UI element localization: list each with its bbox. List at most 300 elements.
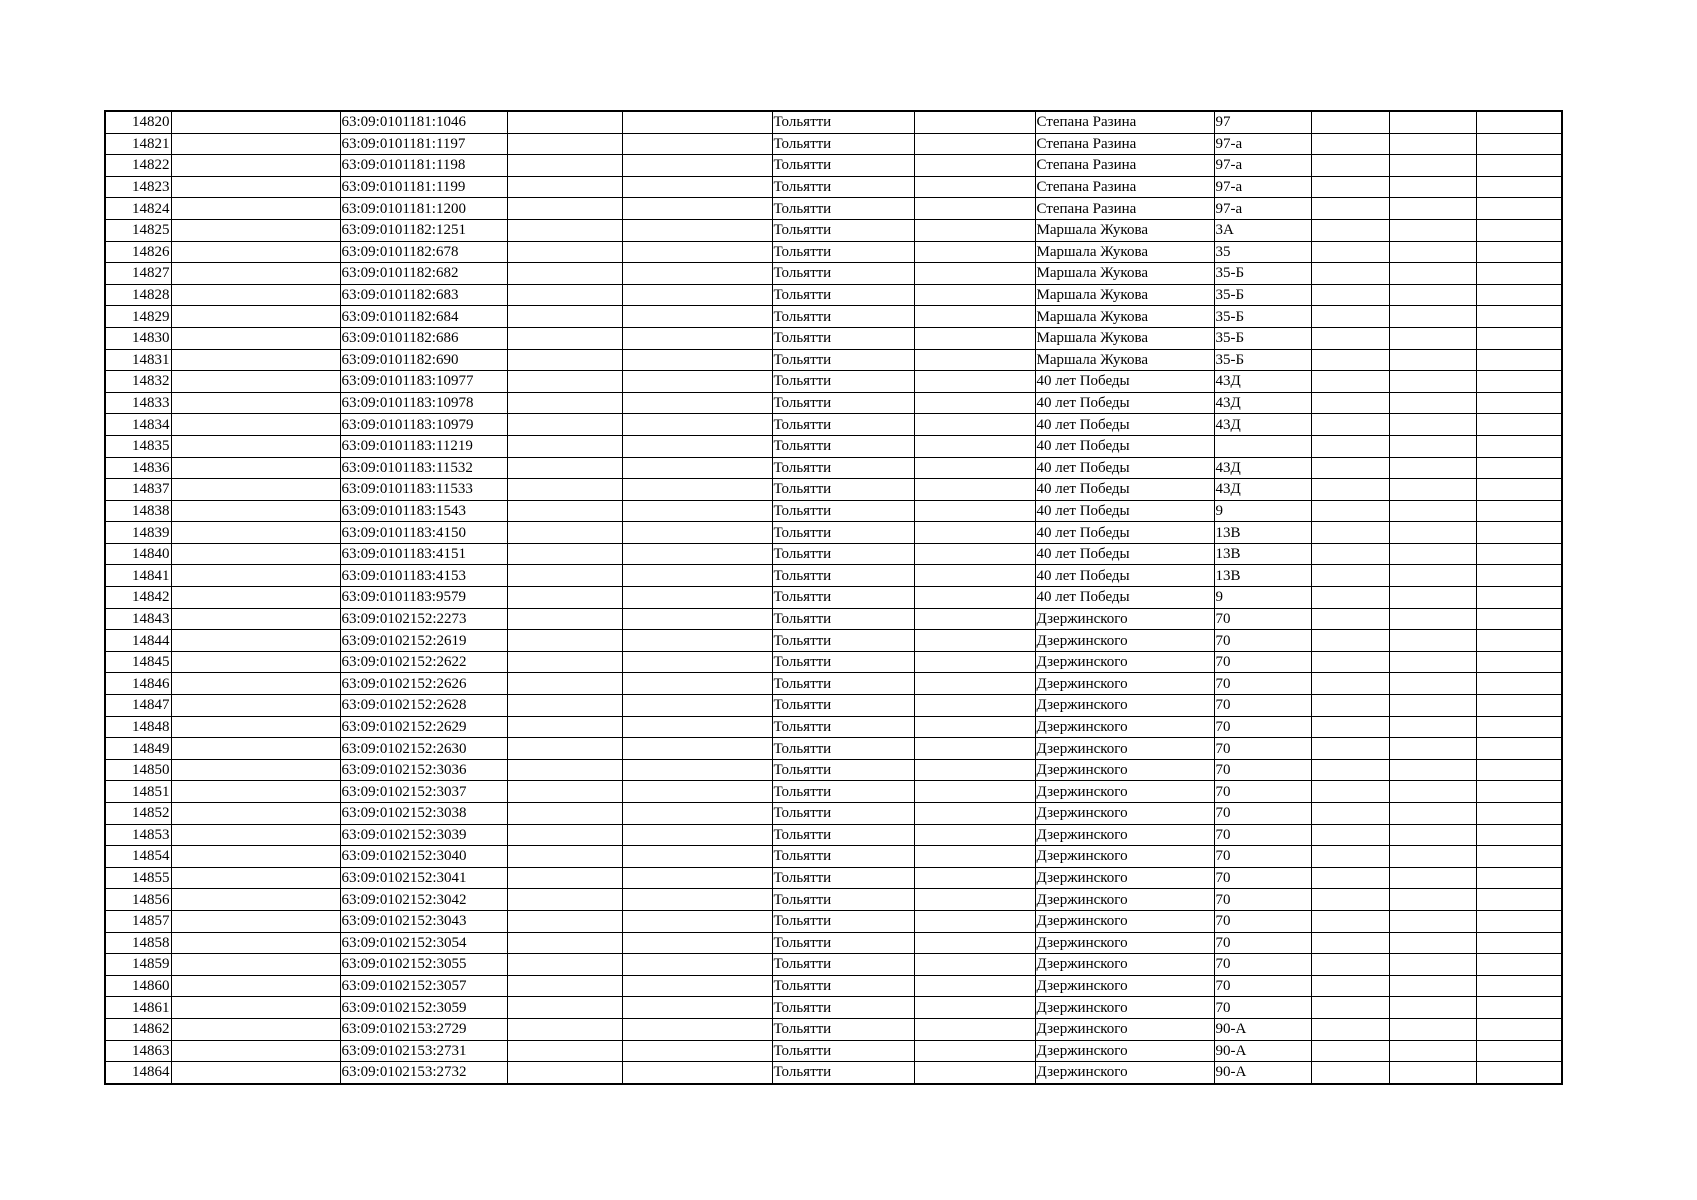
house-number-cell: 70 <box>1214 954 1311 976</box>
table-row <box>105 306 1562 328</box>
col-12-cell <box>1476 1040 1562 1062</box>
col-4-cell <box>507 522 622 544</box>
col-12-cell <box>1476 716 1562 738</box>
col-11-cell <box>1389 219 1476 241</box>
col-2-cell <box>171 349 340 371</box>
house-number-cell: 43Д <box>1214 392 1311 414</box>
cadastral-number-cell: 63:09:0101183:4151 <box>340 543 507 565</box>
col-7-cell <box>914 759 1035 781</box>
city-cell: Тольятти <box>772 1062 914 1084</box>
col-7-cell <box>914 1018 1035 1040</box>
col-10-cell <box>1311 284 1389 306</box>
col-5-cell <box>622 522 772 544</box>
table-row <box>105 673 1562 695</box>
col-11-cell <box>1389 1018 1476 1040</box>
col-10-cell <box>1311 263 1389 285</box>
city-cell: Тольятти <box>772 263 914 285</box>
col-4-cell <box>507 414 622 436</box>
table-row <box>105 176 1562 198</box>
col-12-cell <box>1476 695 1562 717</box>
street-cell: Дзержинского <box>1035 738 1214 760</box>
cadastral-number-cell: 63:09:0101182:690 <box>340 349 507 371</box>
col-11-cell <box>1389 910 1476 932</box>
cadastral-number-cell: 63:09:0101183:4153 <box>340 565 507 587</box>
city-cell: Тольятти <box>772 457 914 479</box>
row-number-cell: 14858 <box>105 932 171 954</box>
table-row <box>105 651 1562 673</box>
col-11-cell <box>1389 349 1476 371</box>
col-10-cell <box>1311 846 1389 868</box>
cadastral-number-cell: 63:09:0102153:2731 <box>340 1040 507 1062</box>
col-10-cell <box>1311 608 1389 630</box>
house-number-cell: 70 <box>1214 846 1311 868</box>
col-10-cell <box>1311 349 1389 371</box>
cadastral-number-cell: 63:09:0102153:2732 <box>340 1062 507 1084</box>
col-11-cell <box>1389 263 1476 285</box>
col-10-cell <box>1311 176 1389 198</box>
col-10-cell <box>1311 673 1389 695</box>
house-number-cell: 70 <box>1214 738 1311 760</box>
table-row <box>105 155 1562 177</box>
col-10-cell <box>1311 219 1389 241</box>
col-4-cell <box>507 263 622 285</box>
col-4-cell <box>507 738 622 760</box>
col-4-cell <box>507 695 622 717</box>
table-body <box>105 111 1562 1084</box>
col-2-cell <box>171 241 340 263</box>
col-10-cell <box>1311 155 1389 177</box>
city-cell: Тольятти <box>772 371 914 393</box>
cadastral-number-cell: 63:09:0102152:3039 <box>340 824 507 846</box>
house-number-cell: 97-а <box>1214 155 1311 177</box>
col-7-cell <box>914 565 1035 587</box>
col-5-cell <box>622 479 772 501</box>
col-2-cell <box>171 543 340 565</box>
col-7-cell <box>914 111 1035 133</box>
table-row <box>105 263 1562 285</box>
col-4-cell <box>507 349 622 371</box>
house-number-cell <box>1214 435 1311 457</box>
city-cell: Тольятти <box>772 954 914 976</box>
house-number-cell: 43Д <box>1214 479 1311 501</box>
col-11-cell <box>1389 392 1476 414</box>
col-4-cell <box>507 630 622 652</box>
col-2-cell <box>171 608 340 630</box>
street-cell: 40 лет Победы <box>1035 500 1214 522</box>
col-7-cell <box>914 846 1035 868</box>
col-7-cell <box>914 738 1035 760</box>
col-10-cell <box>1311 867 1389 889</box>
house-number-cell: 70 <box>1214 867 1311 889</box>
col-5-cell <box>622 867 772 889</box>
col-12-cell <box>1476 500 1562 522</box>
street-cell: Дзержинского <box>1035 867 1214 889</box>
table-row <box>105 371 1562 393</box>
col-2-cell <box>171 738 340 760</box>
col-4-cell <box>507 479 622 501</box>
street-cell: Дзержинского <box>1035 651 1214 673</box>
street-cell: 40 лет Победы <box>1035 479 1214 501</box>
house-number-cell: 90-А <box>1214 1062 1311 1084</box>
col-5-cell <box>622 284 772 306</box>
street-cell: Дзержинского <box>1035 1040 1214 1062</box>
row-number-cell: 14835 <box>105 435 171 457</box>
cadastral-number-cell: 63:09:0101183:10979 <box>340 414 507 436</box>
row-number-cell: 14830 <box>105 327 171 349</box>
col-4-cell <box>507 932 622 954</box>
table-row <box>105 219 1562 241</box>
col-11-cell <box>1389 371 1476 393</box>
row-number-cell: 14826 <box>105 241 171 263</box>
col-10-cell <box>1311 975 1389 997</box>
cadastral-number-cell: 63:09:0101183:10977 <box>340 371 507 393</box>
col-12-cell <box>1476 263 1562 285</box>
house-number-cell: 70 <box>1214 932 1311 954</box>
col-11-cell <box>1389 198 1476 220</box>
house-number-cell: 35-Б <box>1214 284 1311 306</box>
col-12-cell <box>1476 997 1562 1019</box>
city-cell: Тольятти <box>772 738 914 760</box>
col-4-cell <box>507 954 622 976</box>
city-cell: Тольятти <box>772 824 914 846</box>
table-row <box>105 759 1562 781</box>
col-12-cell <box>1476 781 1562 803</box>
col-10-cell <box>1311 932 1389 954</box>
cadastral-number-cell: 63:09:0101183:9579 <box>340 587 507 609</box>
house-number-cell: 35 <box>1214 241 1311 263</box>
col-5-cell <box>622 306 772 328</box>
col-10-cell <box>1311 327 1389 349</box>
col-11-cell <box>1389 997 1476 1019</box>
col-10-cell <box>1311 759 1389 781</box>
col-2-cell <box>171 457 340 479</box>
col-5-cell <box>622 457 772 479</box>
street-cell: Степана Разина <box>1035 155 1214 177</box>
col-2-cell <box>171 975 340 997</box>
col-7-cell <box>914 457 1035 479</box>
col-7-cell <box>914 695 1035 717</box>
col-12-cell <box>1476 543 1562 565</box>
table-row <box>105 565 1562 587</box>
street-cell: 40 лет Победы <box>1035 565 1214 587</box>
row-number-cell: 14850 <box>105 759 171 781</box>
col-11-cell <box>1389 1062 1476 1084</box>
street-cell: Дзержинского <box>1035 954 1214 976</box>
col-7-cell <box>914 479 1035 501</box>
cadastral-number-cell: 63:09:0101181:1200 <box>340 198 507 220</box>
table-row <box>105 738 1562 760</box>
row-number-cell: 14856 <box>105 889 171 911</box>
col-12-cell <box>1476 306 1562 328</box>
col-5-cell <box>622 1062 772 1084</box>
cadastral-number-cell: 63:09:0102152:3037 <box>340 781 507 803</box>
city-cell: Тольятти <box>772 716 914 738</box>
table-row <box>105 133 1562 155</box>
row-number-cell: 14824 <box>105 198 171 220</box>
row-number-cell: 14854 <box>105 846 171 868</box>
row-number-cell: 14851 <box>105 781 171 803</box>
col-7-cell <box>914 1062 1035 1084</box>
row-number-cell: 14846 <box>105 673 171 695</box>
city-cell: Тольятти <box>772 241 914 263</box>
cadastral-number-cell: 63:09:0101182:678 <box>340 241 507 263</box>
col-11-cell <box>1389 738 1476 760</box>
table-row <box>105 824 1562 846</box>
col-12-cell <box>1476 565 1562 587</box>
col-11-cell <box>1389 284 1476 306</box>
col-10-cell <box>1311 997 1389 1019</box>
col-12-cell <box>1476 738 1562 760</box>
col-7-cell <box>914 306 1035 328</box>
city-cell: Тольятти <box>772 630 914 652</box>
col-2-cell <box>171 651 340 673</box>
row-number-cell: 14823 <box>105 176 171 198</box>
house-number-cell: 70 <box>1214 695 1311 717</box>
street-cell: Дзержинского <box>1035 975 1214 997</box>
col-5-cell <box>622 889 772 911</box>
street-cell: Степана Разина <box>1035 198 1214 220</box>
cadastral-number-cell: 63:09:0102152:3041 <box>340 867 507 889</box>
col-5-cell <box>622 803 772 825</box>
row-number-cell: 14843 <box>105 608 171 630</box>
house-number-cell: 97-а <box>1214 133 1311 155</box>
col-2-cell <box>171 111 340 133</box>
table-row <box>105 716 1562 738</box>
house-number-cell: 35-Б <box>1214 349 1311 371</box>
street-cell: Маршала Жукова <box>1035 327 1214 349</box>
col-11-cell <box>1389 587 1476 609</box>
row-number-cell: 14833 <box>105 392 171 414</box>
row-number-cell: 14848 <box>105 716 171 738</box>
col-7-cell <box>914 133 1035 155</box>
col-11-cell <box>1389 176 1476 198</box>
col-7-cell <box>914 997 1035 1019</box>
city-cell: Тольятти <box>772 695 914 717</box>
table-row <box>105 392 1562 414</box>
house-number-cell: 70 <box>1214 824 1311 846</box>
street-cell: Маршала Жукова <box>1035 349 1214 371</box>
cadastral-number-cell: 63:09:0101183:11532 <box>340 457 507 479</box>
table-row <box>105 1040 1562 1062</box>
col-2-cell <box>171 500 340 522</box>
col-4-cell <box>507 673 622 695</box>
col-2-cell <box>171 392 340 414</box>
col-4-cell <box>507 846 622 868</box>
col-12-cell <box>1476 587 1562 609</box>
col-2-cell <box>171 565 340 587</box>
table-row <box>105 846 1562 868</box>
street-cell: Дзержинского <box>1035 781 1214 803</box>
cadastral-number-cell: 63:09:0102152:3054 <box>340 932 507 954</box>
col-11-cell <box>1389 695 1476 717</box>
col-10-cell <box>1311 630 1389 652</box>
city-cell: Тольятти <box>772 155 914 177</box>
row-number-cell: 14847 <box>105 695 171 717</box>
col-2-cell <box>171 219 340 241</box>
table-row <box>105 241 1562 263</box>
table-row <box>105 889 1562 911</box>
col-10-cell <box>1311 889 1389 911</box>
row-number-cell: 14855 <box>105 867 171 889</box>
col-12-cell <box>1476 327 1562 349</box>
col-5-cell <box>622 543 772 565</box>
col-11-cell <box>1389 327 1476 349</box>
col-7-cell <box>914 176 1035 198</box>
street-cell: 40 лет Победы <box>1035 543 1214 565</box>
col-11-cell <box>1389 824 1476 846</box>
street-cell: Степана Разина <box>1035 133 1214 155</box>
city-cell: Тольятти <box>772 587 914 609</box>
table-row <box>105 500 1562 522</box>
col-11-cell <box>1389 414 1476 436</box>
table-row <box>105 781 1562 803</box>
col-5-cell <box>622 392 772 414</box>
table-row <box>105 198 1562 220</box>
col-5-cell <box>622 997 772 1019</box>
col-5-cell <box>622 565 772 587</box>
col-4-cell <box>507 910 622 932</box>
land-plots-table <box>104 110 1563 1085</box>
col-12-cell <box>1476 608 1562 630</box>
col-4-cell <box>507 565 622 587</box>
col-5-cell <box>622 327 772 349</box>
street-cell: 40 лет Победы <box>1035 522 1214 544</box>
col-11-cell <box>1389 759 1476 781</box>
house-number-cell: 90-А <box>1214 1018 1311 1040</box>
col-11-cell <box>1389 954 1476 976</box>
house-number-cell: 70 <box>1214 673 1311 695</box>
col-10-cell <box>1311 695 1389 717</box>
col-11-cell <box>1389 781 1476 803</box>
house-number-cell: 13В <box>1214 522 1311 544</box>
col-4-cell <box>507 608 622 630</box>
col-12-cell <box>1476 435 1562 457</box>
col-2-cell <box>171 414 340 436</box>
col-5-cell <box>622 133 772 155</box>
row-number-cell: 14828 <box>105 284 171 306</box>
city-cell: Тольятти <box>772 651 914 673</box>
house-number-cell: 70 <box>1214 803 1311 825</box>
street-cell: 40 лет Победы <box>1035 414 1214 436</box>
col-12-cell <box>1476 457 1562 479</box>
street-cell: Маршала Жукова <box>1035 263 1214 285</box>
col-5-cell <box>622 759 772 781</box>
house-number-cell: 70 <box>1214 716 1311 738</box>
cadastral-number-cell: 63:09:0101182:682 <box>340 263 507 285</box>
col-12-cell <box>1476 910 1562 932</box>
col-7-cell <box>914 522 1035 544</box>
col-2-cell <box>171 759 340 781</box>
table-row <box>105 587 1562 609</box>
table-row <box>105 414 1562 436</box>
col-10-cell <box>1311 241 1389 263</box>
col-5-cell <box>622 975 772 997</box>
col-7-cell <box>914 327 1035 349</box>
cadastral-number-cell: 63:09:0102152:2273 <box>340 608 507 630</box>
col-5-cell <box>622 846 772 868</box>
street-cell: Дзержинского <box>1035 1018 1214 1040</box>
col-12-cell <box>1476 673 1562 695</box>
street-cell: Степана Разина <box>1035 176 1214 198</box>
street-cell: 40 лет Победы <box>1035 587 1214 609</box>
col-2-cell <box>171 781 340 803</box>
col-10-cell <box>1311 910 1389 932</box>
col-12-cell <box>1476 198 1562 220</box>
col-11-cell <box>1389 306 1476 328</box>
col-5-cell <box>622 824 772 846</box>
col-7-cell <box>914 155 1035 177</box>
col-7-cell <box>914 932 1035 954</box>
col-7-cell <box>914 349 1035 371</box>
table-row <box>105 608 1562 630</box>
col-4-cell <box>507 889 622 911</box>
col-12-cell <box>1476 133 1562 155</box>
col-4-cell <box>507 392 622 414</box>
row-number-cell: 14821 <box>105 133 171 155</box>
col-12-cell <box>1476 954 1562 976</box>
street-cell: Дзержинского <box>1035 824 1214 846</box>
city-cell: Тольятти <box>772 1040 914 1062</box>
col-10-cell <box>1311 479 1389 501</box>
cadastral-number-cell: 63:09:0102152:2626 <box>340 673 507 695</box>
col-4-cell <box>507 371 622 393</box>
table-row <box>105 457 1562 479</box>
col-4-cell <box>507 651 622 673</box>
col-5-cell <box>622 716 772 738</box>
house-number-cell: 9 <box>1214 500 1311 522</box>
street-cell: Дзержинского <box>1035 673 1214 695</box>
cadastral-number-cell: 63:09:0102153:2729 <box>340 1018 507 1040</box>
col-10-cell <box>1311 565 1389 587</box>
col-12-cell <box>1476 522 1562 544</box>
col-12-cell <box>1476 414 1562 436</box>
col-4-cell <box>507 435 622 457</box>
row-number-cell: 14832 <box>105 371 171 393</box>
col-11-cell <box>1389 241 1476 263</box>
col-4-cell <box>507 759 622 781</box>
row-number-cell: 14859 <box>105 954 171 976</box>
house-number-cell: 43Д <box>1214 414 1311 436</box>
col-4-cell <box>507 133 622 155</box>
col-10-cell <box>1311 435 1389 457</box>
col-7-cell <box>914 889 1035 911</box>
city-cell: Тольятти <box>772 543 914 565</box>
cadastral-number-cell: 63:09:0101181:1199 <box>340 176 507 198</box>
street-cell: Дзержинского <box>1035 910 1214 932</box>
col-4-cell <box>507 824 622 846</box>
col-2-cell <box>171 824 340 846</box>
col-11-cell <box>1389 500 1476 522</box>
col-4-cell <box>507 284 622 306</box>
street-cell: 40 лет Победы <box>1035 457 1214 479</box>
col-7-cell <box>914 673 1035 695</box>
col-2-cell <box>171 630 340 652</box>
col-10-cell <box>1311 716 1389 738</box>
city-cell: Тольятти <box>772 673 914 695</box>
col-2-cell <box>171 1062 340 1084</box>
col-2-cell <box>171 371 340 393</box>
col-11-cell <box>1389 630 1476 652</box>
house-number-cell: 70 <box>1214 781 1311 803</box>
street-cell: Маршала Жукова <box>1035 284 1214 306</box>
house-number-cell: 70 <box>1214 651 1311 673</box>
col-11-cell <box>1389 846 1476 868</box>
cadastral-number-cell: 63:09:0101183:10978 <box>340 392 507 414</box>
cadastral-number-cell: 63:09:0102152:3043 <box>340 910 507 932</box>
col-10-cell <box>1311 133 1389 155</box>
house-number-cell: 70 <box>1214 975 1311 997</box>
col-4-cell <box>507 781 622 803</box>
